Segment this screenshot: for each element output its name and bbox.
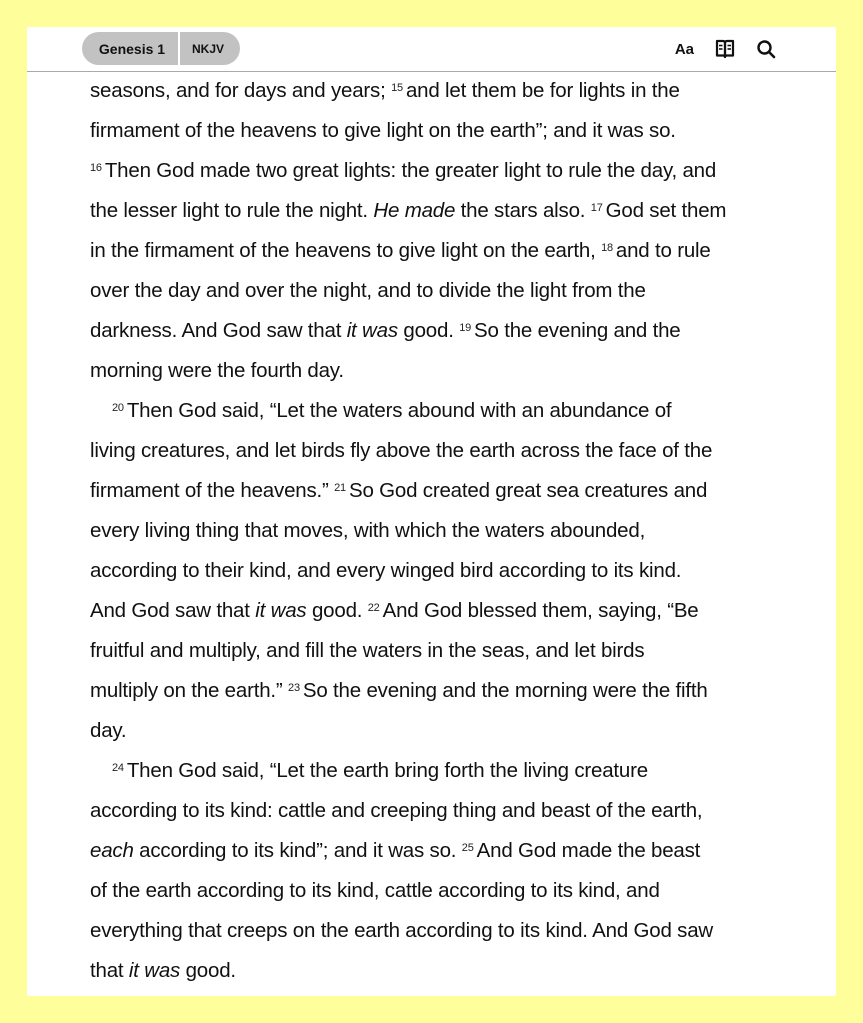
verse-text: according to its kind: cattle and creeping thing and beast of the earth, — [90, 799, 703, 822]
passage-line — [90, 471, 790, 511]
verse-text: morning were the fourth day. — [90, 359, 344, 382]
verse-text: everything that creeps on the earth according to its kind. And God saw — [90, 919, 714, 942]
verse-text: Then God made two great lights: the greater light to rule the day, and — [104, 159, 717, 182]
verse-text: God set them — [605, 199, 727, 222]
verse-text: firmament of the heavens.” — [90, 479, 335, 502]
verse-text: So God created great sea creatures and — [348, 479, 708, 502]
italic-supplied-words: He made — [373, 199, 456, 222]
verse-text: seasons, and for days and years; — [90, 79, 392, 102]
verse-number[interactable]: 20 — [112, 402, 124, 414]
passage-line — [90, 711, 790, 751]
passage-line — [90, 791, 790, 831]
verse-text: good. — [306, 599, 368, 622]
italic-supplied-words: it was — [346, 319, 398, 342]
passage-line — [90, 431, 790, 471]
passage-line — [90, 871, 790, 911]
passage-line — [90, 671, 790, 711]
passage-line — [90, 111, 790, 151]
verse-text: firmament of the heavens to give light on the earth”; and it was so. — [90, 119, 676, 142]
search-icon — [756, 39, 776, 59]
italic-supplied-words: it was — [128, 959, 181, 982]
book-chapter-button[interactable]: Genesis 1 — [82, 32, 178, 65]
passage-line — [90, 311, 790, 351]
verse-text: in the firmament of the heavens to give light on the earth, — [90, 239, 602, 262]
verse-number[interactable]: 24 — [112, 762, 124, 774]
verse-number[interactable]: 25 — [461, 842, 474, 854]
verse-text: the stars also. — [455, 199, 591, 222]
passage-line — [90, 191, 790, 231]
passage-selector — [82, 32, 240, 65]
passage-line — [90, 951, 790, 991]
toolbar-actions — [675, 36, 776, 62]
verse-text: And God saw that — [90, 599, 256, 622]
passage-line — [90, 551, 790, 591]
verse-text: And God made the beast — [476, 839, 701, 862]
parallel-bible-button[interactable] — [714, 39, 736, 59]
verse-text: day. — [90, 719, 127, 742]
verse-text: and let them be for lights in the — [405, 79, 680, 102]
passage-line — [90, 351, 790, 391]
verse-text: and to rule — [615, 239, 711, 262]
reader-toolbar — [27, 27, 836, 72]
verse-number[interactable]: 16 — [90, 162, 102, 174]
verse-text: So the evening and the — [474, 319, 681, 342]
italic-supplied-words: it was — [255, 599, 307, 622]
verse-number[interactable]: 21 — [334, 482, 346, 494]
passage-line — [90, 231, 790, 271]
verse-number[interactable]: 19 — [459, 322, 472, 334]
verse-number[interactable]: 23 — [288, 682, 300, 694]
passage-line — [90, 751, 790, 791]
passage-line — [90, 391, 790, 431]
version-button[interactable]: NKJV — [180, 32, 240, 65]
verse-number[interactable]: 22 — [367, 602, 380, 614]
passage-line — [90, 271, 790, 311]
passage-line — [90, 631, 790, 671]
passage-line — [90, 911, 790, 951]
verse-number[interactable]: 17 — [590, 202, 603, 214]
verse-text: that — [90, 959, 129, 982]
verse-text: Then God said, “Let the waters abound with an abundance of — [126, 399, 672, 422]
passage-line — [90, 831, 790, 871]
verse-text: over the day and over the night, and to divide the light from the — [90, 279, 646, 302]
verse-text: according to its kind”; and it was so. — [133, 839, 462, 862]
italic-supplied-words: each — [90, 839, 134, 862]
passage-line — [90, 71, 790, 111]
font-settings-button[interactable] — [675, 41, 694, 58]
font-size-icon: Aa — [674, 40, 694, 58]
verse-text: And God blessed them, saying, “Be — [382, 599, 699, 622]
verse-number[interactable]: 18 — [601, 242, 613, 254]
verse-text: of the earth according to its kind, cattle according to its kind, and — [90, 879, 660, 902]
verse-text: good. — [397, 319, 460, 342]
reader-panel — [27, 27, 836, 996]
passage-text — [90, 71, 790, 991]
verse-text: living creatures, and let birds fly above the earth across the face of the — [90, 439, 713, 462]
verse-text: Then God said, “Let the earth bring forth the living creature — [126, 759, 648, 782]
passage-line — [90, 151, 790, 191]
verse-text: the lesser light to rule the night. — [90, 199, 374, 222]
passage-line — [90, 591, 790, 631]
verse-text: So the evening and the morning were the fifth — [302, 679, 708, 702]
verse-text: multiply on the earth.” — [90, 679, 289, 702]
verse-text: every living thing that moves, with which the waters abounded, — [90, 519, 646, 542]
search-button[interactable] — [756, 39, 776, 59]
verse-text: according to their kind, and every winged bird according to its kind. — [90, 559, 682, 582]
parallel-bible-icon — [714, 39, 736, 59]
verse-text: darkness. And God saw that — [90, 319, 347, 342]
verse-text: good. — [180, 959, 236, 982]
passage-line — [90, 511, 790, 551]
verse-text: fruitful and multiply, and fill the waters in the seas, and let birds — [90, 639, 645, 662]
verse-number[interactable]: 15 — [391, 82, 403, 94]
